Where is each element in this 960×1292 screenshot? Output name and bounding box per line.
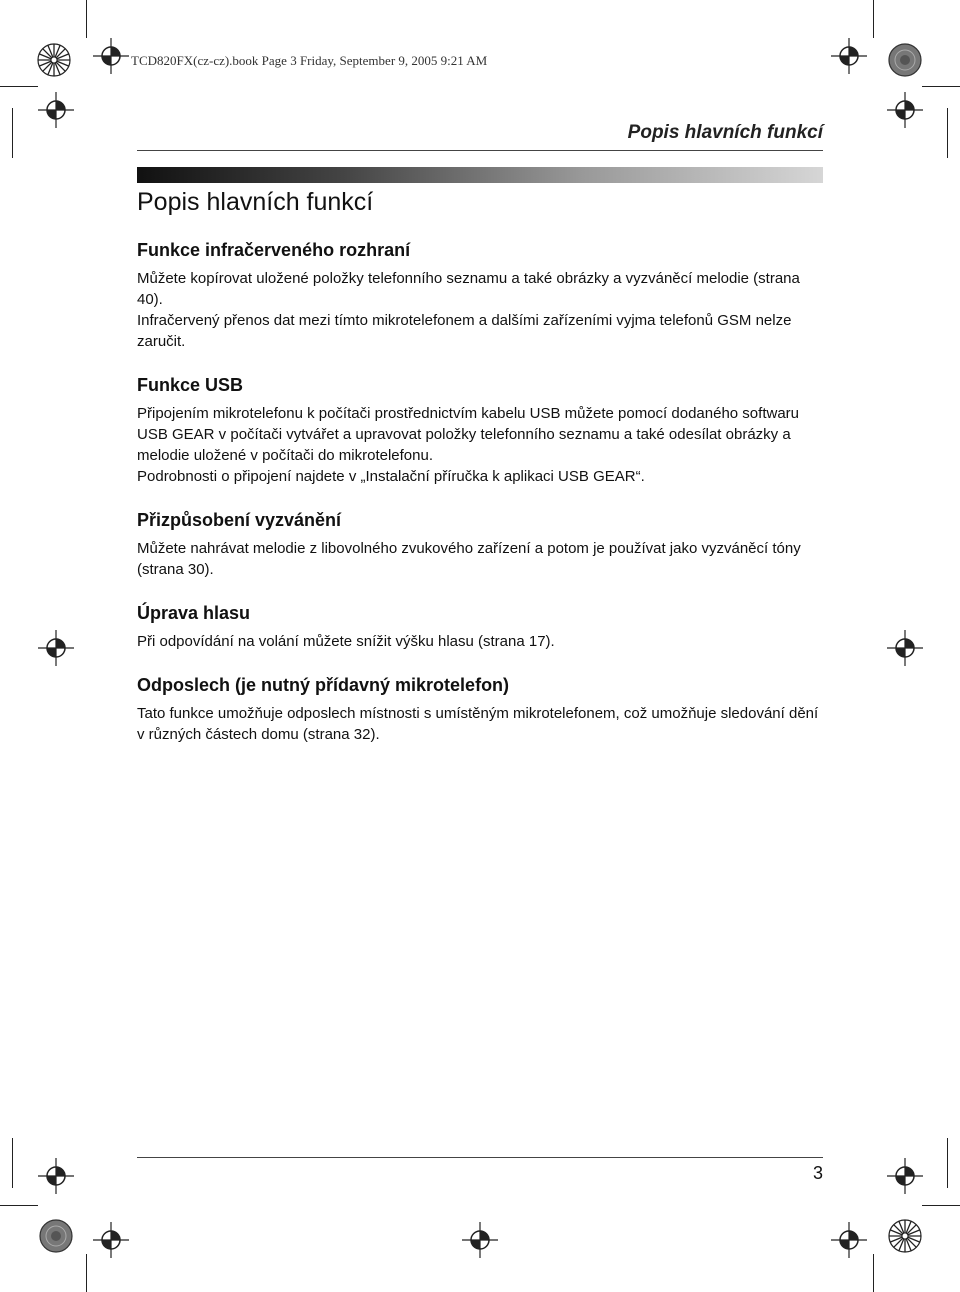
section-voice (137, 601, 827, 652)
main-content (137, 238, 827, 766)
starburst-registration-icon (36, 42, 72, 78)
section-paragraph: Můžete kopírovat uložené položky telefonního seznamu a také obrázky a vyzváněcí melodie (strana 40). (137, 270, 800, 308)
section-paragraph: Podrobnosti o připojení najdete v „Instalační příručka k aplikaci USB GEAR“. (137, 468, 645, 485)
gray-dial-registration-icon (887, 42, 923, 78)
footer-rule (137, 1157, 823, 1158)
section-paragraph: Připojením mikrotelefonu k počítači prostřednictvím kabelu USB můžete pomocí dodaného softwaru USB GEAR v počítači vytvářet a upravovat položky telefonního seznamu a také odesílat obrázky a melodie uložené v počítači do mikrotelefonu. (137, 405, 799, 464)
crosshair-registration-icon (887, 1158, 923, 1194)
section-heading: Přizpůsobení vyzvánění (137, 510, 342, 530)
crop-mark-line (0, 1205, 38, 1206)
gray-dial-registration-icon (38, 1218, 74, 1254)
section-usb (137, 373, 827, 487)
crop-mark-line (873, 0, 874, 38)
crosshair-registration-icon (831, 1222, 867, 1258)
crosshair-registration-icon (887, 630, 923, 666)
crop-mark-line (873, 1254, 874, 1292)
section-paragraph: Při odpovídání na volání můžete snížit výšku hlasu (strana 17). (137, 633, 555, 650)
starburst-registration-icon (887, 1218, 923, 1254)
section-infrared (137, 238, 827, 352)
crosshair-registration-icon (93, 1222, 129, 1258)
crop-mark-line (947, 108, 948, 158)
page-title: Popis hlavních funkcí (137, 188, 374, 216)
crop-mark-line (922, 1205, 960, 1206)
crosshair-registration-icon (38, 92, 74, 128)
crop-mark-line (0, 86, 38, 87)
section-heading: Úprava hlasu (137, 603, 251, 623)
page-number: 3 (812, 1163, 823, 1183)
header-rule (137, 150, 823, 151)
crop-mark-line (12, 1138, 13, 1188)
crop-mark-line (12, 108, 13, 158)
section-heading: Funkce USB (137, 375, 244, 395)
crosshair-registration-icon (462, 1222, 498, 1258)
crop-mark-line (86, 0, 87, 38)
crop-mark-line (86, 1254, 87, 1292)
gradient-title-bar (137, 167, 823, 183)
crosshair-registration-icon (38, 1158, 74, 1194)
section-heading: Funkce infračerveného rozhraní (137, 240, 411, 260)
running-head: Popis hlavních funkcí (627, 122, 823, 143)
crop-mark-line (947, 1138, 948, 1188)
crosshair-registration-icon (887, 92, 923, 128)
crosshair-registration-icon (831, 38, 867, 74)
section-paragraph: Můžete nahrávat melodie z libovolného zvukového zařízení a potom je používat jako vyzváněcí tóny (strana 30). (137, 540, 801, 578)
crosshair-registration-icon (38, 630, 74, 666)
book-print-header: TCD820FX(cz-cz).book Page 3 Friday, September 9, 2005 9:21 AM (131, 53, 488, 68)
section-paragraph: Infračervený přenos dat mezi tímto mikrotelefonem a dalšími zařízeními vyjma telefonů GSM nelze zaručit. (137, 312, 792, 350)
section-ringtone (137, 508, 827, 580)
section-heading: Odposlech (je nutný přídavný mikrotelefon) (137, 675, 510, 695)
section-monitor (137, 673, 827, 745)
crop-mark-line (922, 86, 960, 87)
section-paragraph: Tato funkce umožňuje odposlech místnosti s umístěným mikrotelefonem, což umožňuje sledování dění v různých částech domu (strana 32). (137, 705, 819, 743)
crosshair-registration-icon (93, 38, 129, 74)
